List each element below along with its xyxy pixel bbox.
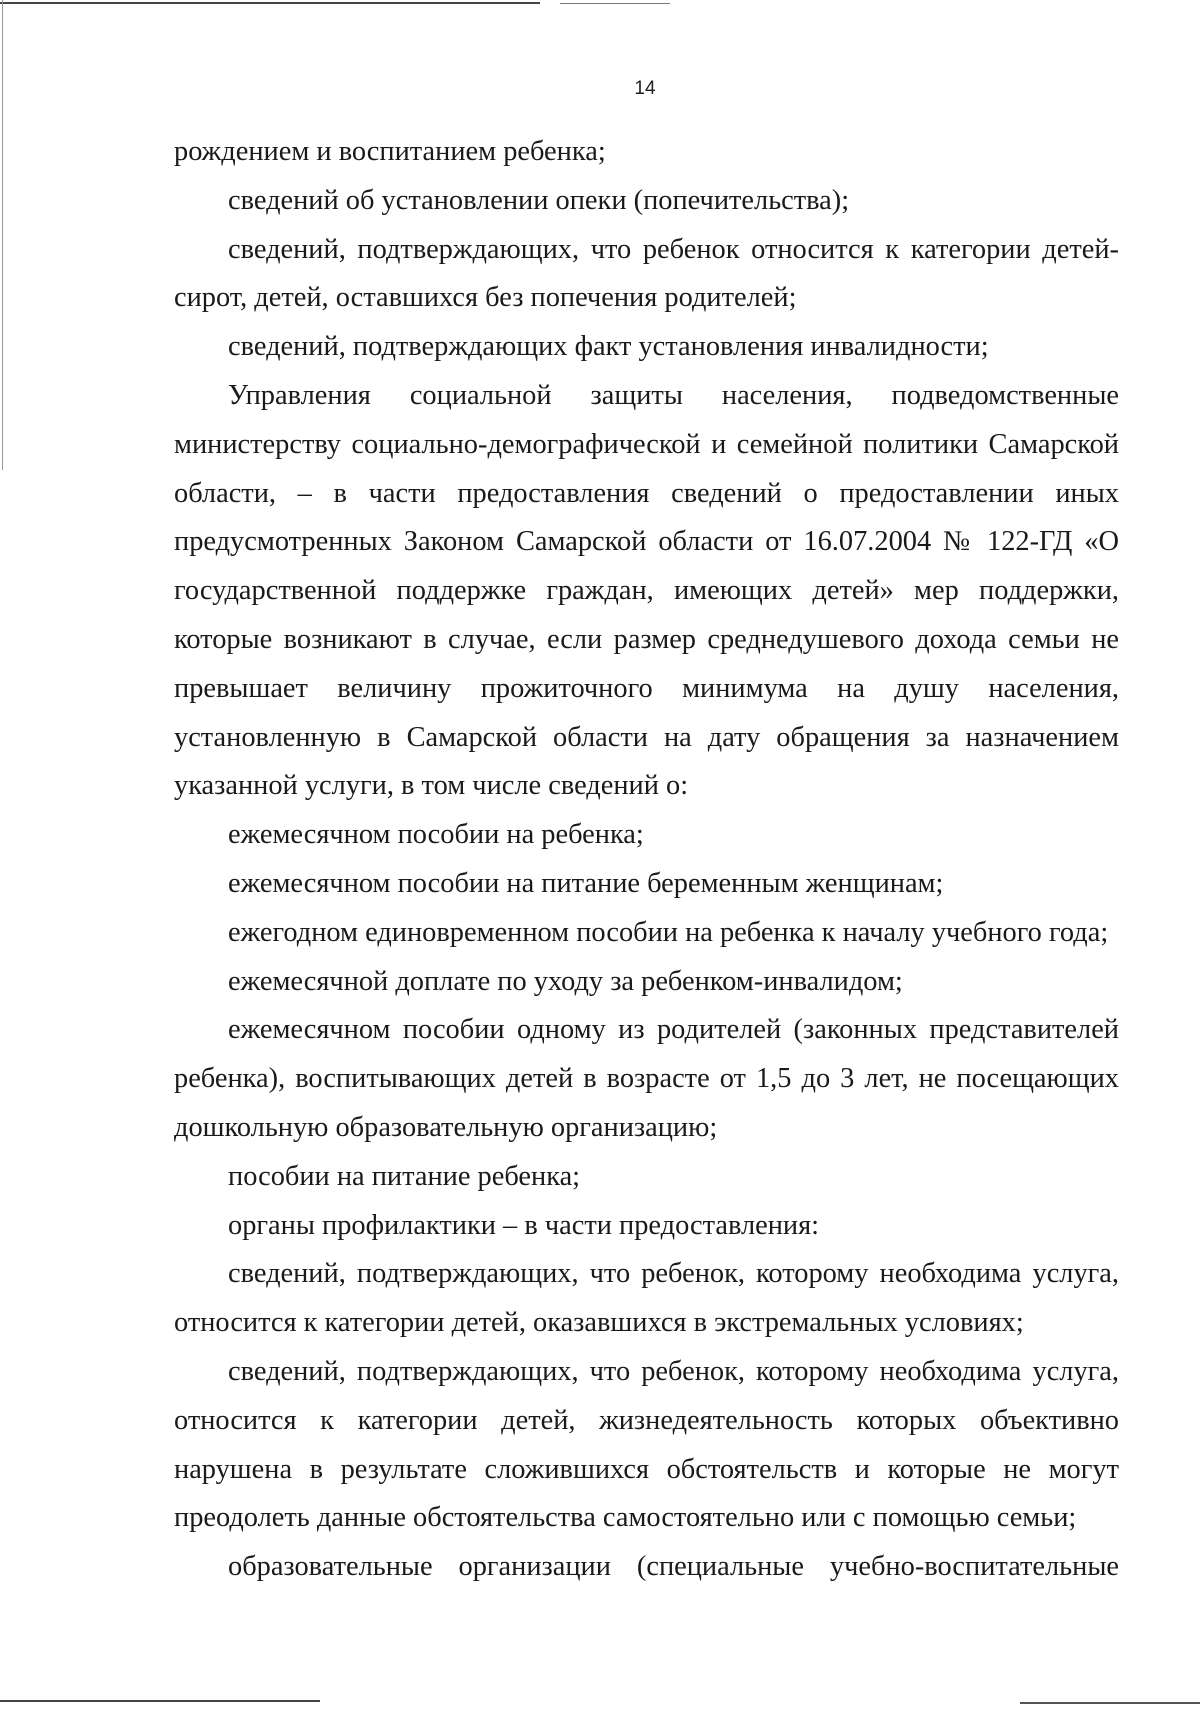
paragraph-12: органы профилактики – в части предоставления: [228,1209,820,1241]
paragraph-6: ежемесячном пособии на ребенка; [228,819,644,851]
paragraph-8: ежегодном единовременном пособии на ребенка к началу учебного года; [228,916,1109,948]
paragraph-15: образовательные организации (специальные учебно-воспитательные [228,1551,1119,1583]
scan-artifact-top-line [0,2,540,4]
paragraph-3: сведений, подтверждающих, что ребенок относится к категории детей-сирот, детей, оставшихся без попечения родителей; [174,233,1119,314]
paragraph-9: ежемесячной доплате по уходу за ребенком-инвалидом; [228,965,903,997]
paragraph-5: Управления социальной защиты населения, подведомственные министерству социально-демографической и семейной политики Самарской области, – в части предоставления сведений о предоставлении иных предусмотренных Законом Самарской области от 16.07.2004 № 122-ГД «О государственной поддержке граждан, имеющих детей» мер поддержки, которые возникают в случае, если размер среднедушевого дохода семьи не превышает величину прожиточного минимума на душу населения, установленную в Самарской области на дату обращения за назначением указанной услуги, в том числе сведений о: [174,379,1119,802]
scan-artifact-left-edge [2,0,3,470]
paragraph-2: сведений об установлении опеки (попечительства); [228,184,850,216]
paragraph-14: сведений, подтверждающих, что ребенок, которому необходима услуга, относится к категории детей, жизнедеятельность которых объективно нарушена в результате сложившихся обстоятельств и которые не могут преодолеть данные обстоятельства самостоятельно или с помощью семьи; [174,1355,1119,1534]
scan-artifact-bottom-line [0,1700,320,1702]
paragraph-4: сведений, подтверждающих факт установления инвалидности; [228,331,989,363]
page-number: 14 [634,78,656,99]
paragraph-13: сведений, подтверждающих, что ребенок, которому необходима услуга, относится к категории детей, оказавшихся в экстремальных условиях; [174,1258,1119,1339]
scan-artifact-top-line-short [560,3,670,4]
document-body [174,128,1119,1592]
paragraph-1: рождением и воспитанием ребенка; [174,136,606,167]
paragraph-10: ежемесячном пособии одному из родителей (законных представителей ребенка), воспитывающих детей в возрасте от 1,5 до 3 лет, не посещающих дошкольную образовательную организацию; [174,1014,1119,1143]
paragraph-7: ежемесячном пособии на питание беременным женщинам; [228,867,944,899]
scan-artifact-bottom-line-right [1020,1702,1200,1704]
paragraph-11: пособии на питание ребенка; [228,1160,581,1192]
